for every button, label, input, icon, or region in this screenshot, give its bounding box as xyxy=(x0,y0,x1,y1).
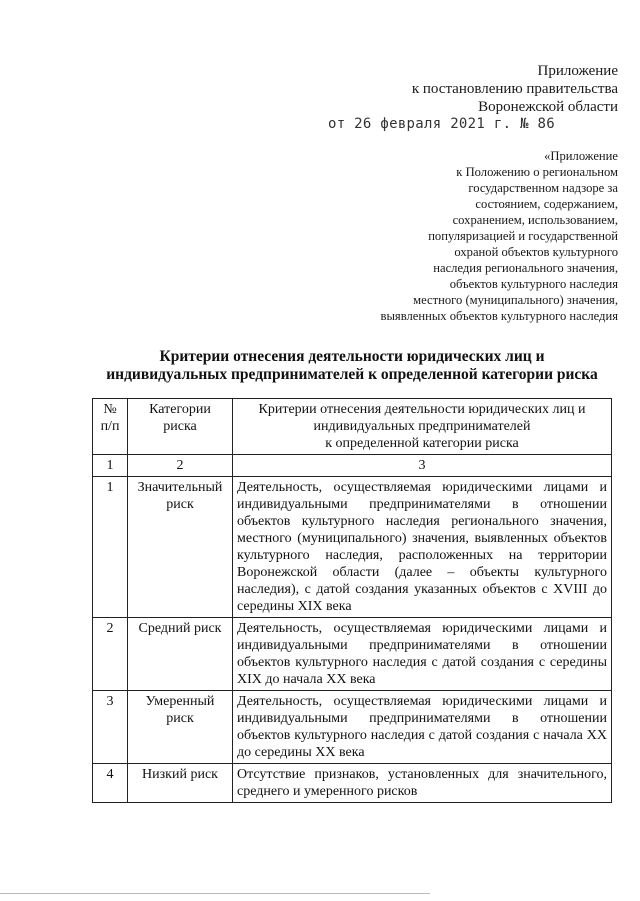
row-criteria: Деятельность, осуществляемая юридическими лицами и индивидуальными предпринимателями в отношении объектов культурного наследия регионального значения, местного (муниципального) значения, выявленных объектов культурного наследия, расположенных на территории Воронежской области (далее – объекты культурного наследия), с датой создания указанных объектов с XVIII до середины XIX века xyxy=(233,477,612,618)
row-category: Значительный риск xyxy=(128,477,233,618)
header-criteria-line: Критерии отнесения деятельности юридических лиц и xyxy=(258,402,586,417)
title-line: Критерии отнесения деятельности юридических лиц и xyxy=(159,348,545,365)
column-index: 3 xyxy=(233,455,612,477)
row-criteria: Деятельность, осуществляемая юридическими лицами и индивидуальными предпринимателями в отношении объектов культурного наследия с датой создания с середины XIX до начала XX века xyxy=(233,618,612,691)
row-category: Умеренный риск xyxy=(128,691,233,764)
row-number: 3 xyxy=(93,691,128,764)
header-num-line: № xyxy=(103,402,117,417)
header-criteria-line: индивидуальных предпринимателей xyxy=(313,419,531,434)
appendix-line: Приложение xyxy=(537,63,618,79)
regulation-line: состоянием, содержанием, xyxy=(475,197,618,211)
regulation-line: популяризацией и государственной xyxy=(428,229,618,243)
header-criteria xyxy=(233,399,612,455)
table-header-row xyxy=(93,399,612,455)
row-number: 2 xyxy=(93,618,128,691)
regulation-line: наследия регионального значения, xyxy=(433,261,618,275)
decree-date-stamp: от 26 февраля 2021 г. № 86 xyxy=(328,116,555,132)
regulation-line: выявленных объектов культурного наследия xyxy=(380,309,618,323)
column-index-row xyxy=(93,455,612,477)
page-bottom-rule xyxy=(0,893,430,894)
regulation-line: объектов культурного наследия xyxy=(449,277,618,291)
row-number: 4 xyxy=(93,764,128,803)
regulation-line: государственном надзоре за xyxy=(468,181,618,195)
regulation-line: охраной объектов культурного xyxy=(454,245,618,259)
header-category-line: Категории xyxy=(149,402,211,417)
regulation-reference xyxy=(381,148,618,324)
appendix-line: к постановлению правительства xyxy=(411,81,618,97)
row-number: 1 xyxy=(93,477,128,618)
column-index: 1 xyxy=(93,455,128,477)
table-row xyxy=(93,691,612,764)
header-category-line: риска xyxy=(163,419,197,434)
row-criteria: Отсутствие признаков, установленных для значительного, среднего и умеренного рисков xyxy=(233,764,612,803)
header-num-line: п/п xyxy=(100,419,120,434)
row-category: Средний риск xyxy=(128,618,233,691)
appendix-header xyxy=(412,62,618,116)
header-criteria-line: к определенной категории риска xyxy=(325,436,519,451)
appendix-line: Воронежской области xyxy=(478,99,618,115)
title-line: индивидуальных предпринимателей к определенной категории риска xyxy=(106,366,598,383)
regulation-line: к Положению о региональном xyxy=(456,165,618,179)
document-title xyxy=(92,348,612,384)
header-num xyxy=(93,399,128,455)
regulation-line: «Приложение xyxy=(544,149,618,163)
risk-criteria-table xyxy=(92,398,612,803)
table-row xyxy=(93,764,612,803)
regulation-line: местного (муниципального) значения, xyxy=(413,293,618,307)
row-category: Низкий риск xyxy=(128,764,233,803)
column-index: 2 xyxy=(128,455,233,477)
table-row xyxy=(93,477,612,618)
header-category xyxy=(128,399,233,455)
row-criteria: Деятельность, осуществляемая юридическими лицами и индивидуальными предпринимателями в отношении объектов культурного наследия с датой создания с начала XX до середины XX века xyxy=(233,691,612,764)
regulation-line: сохранением, использованием, xyxy=(452,213,618,227)
table-row xyxy=(93,618,612,691)
